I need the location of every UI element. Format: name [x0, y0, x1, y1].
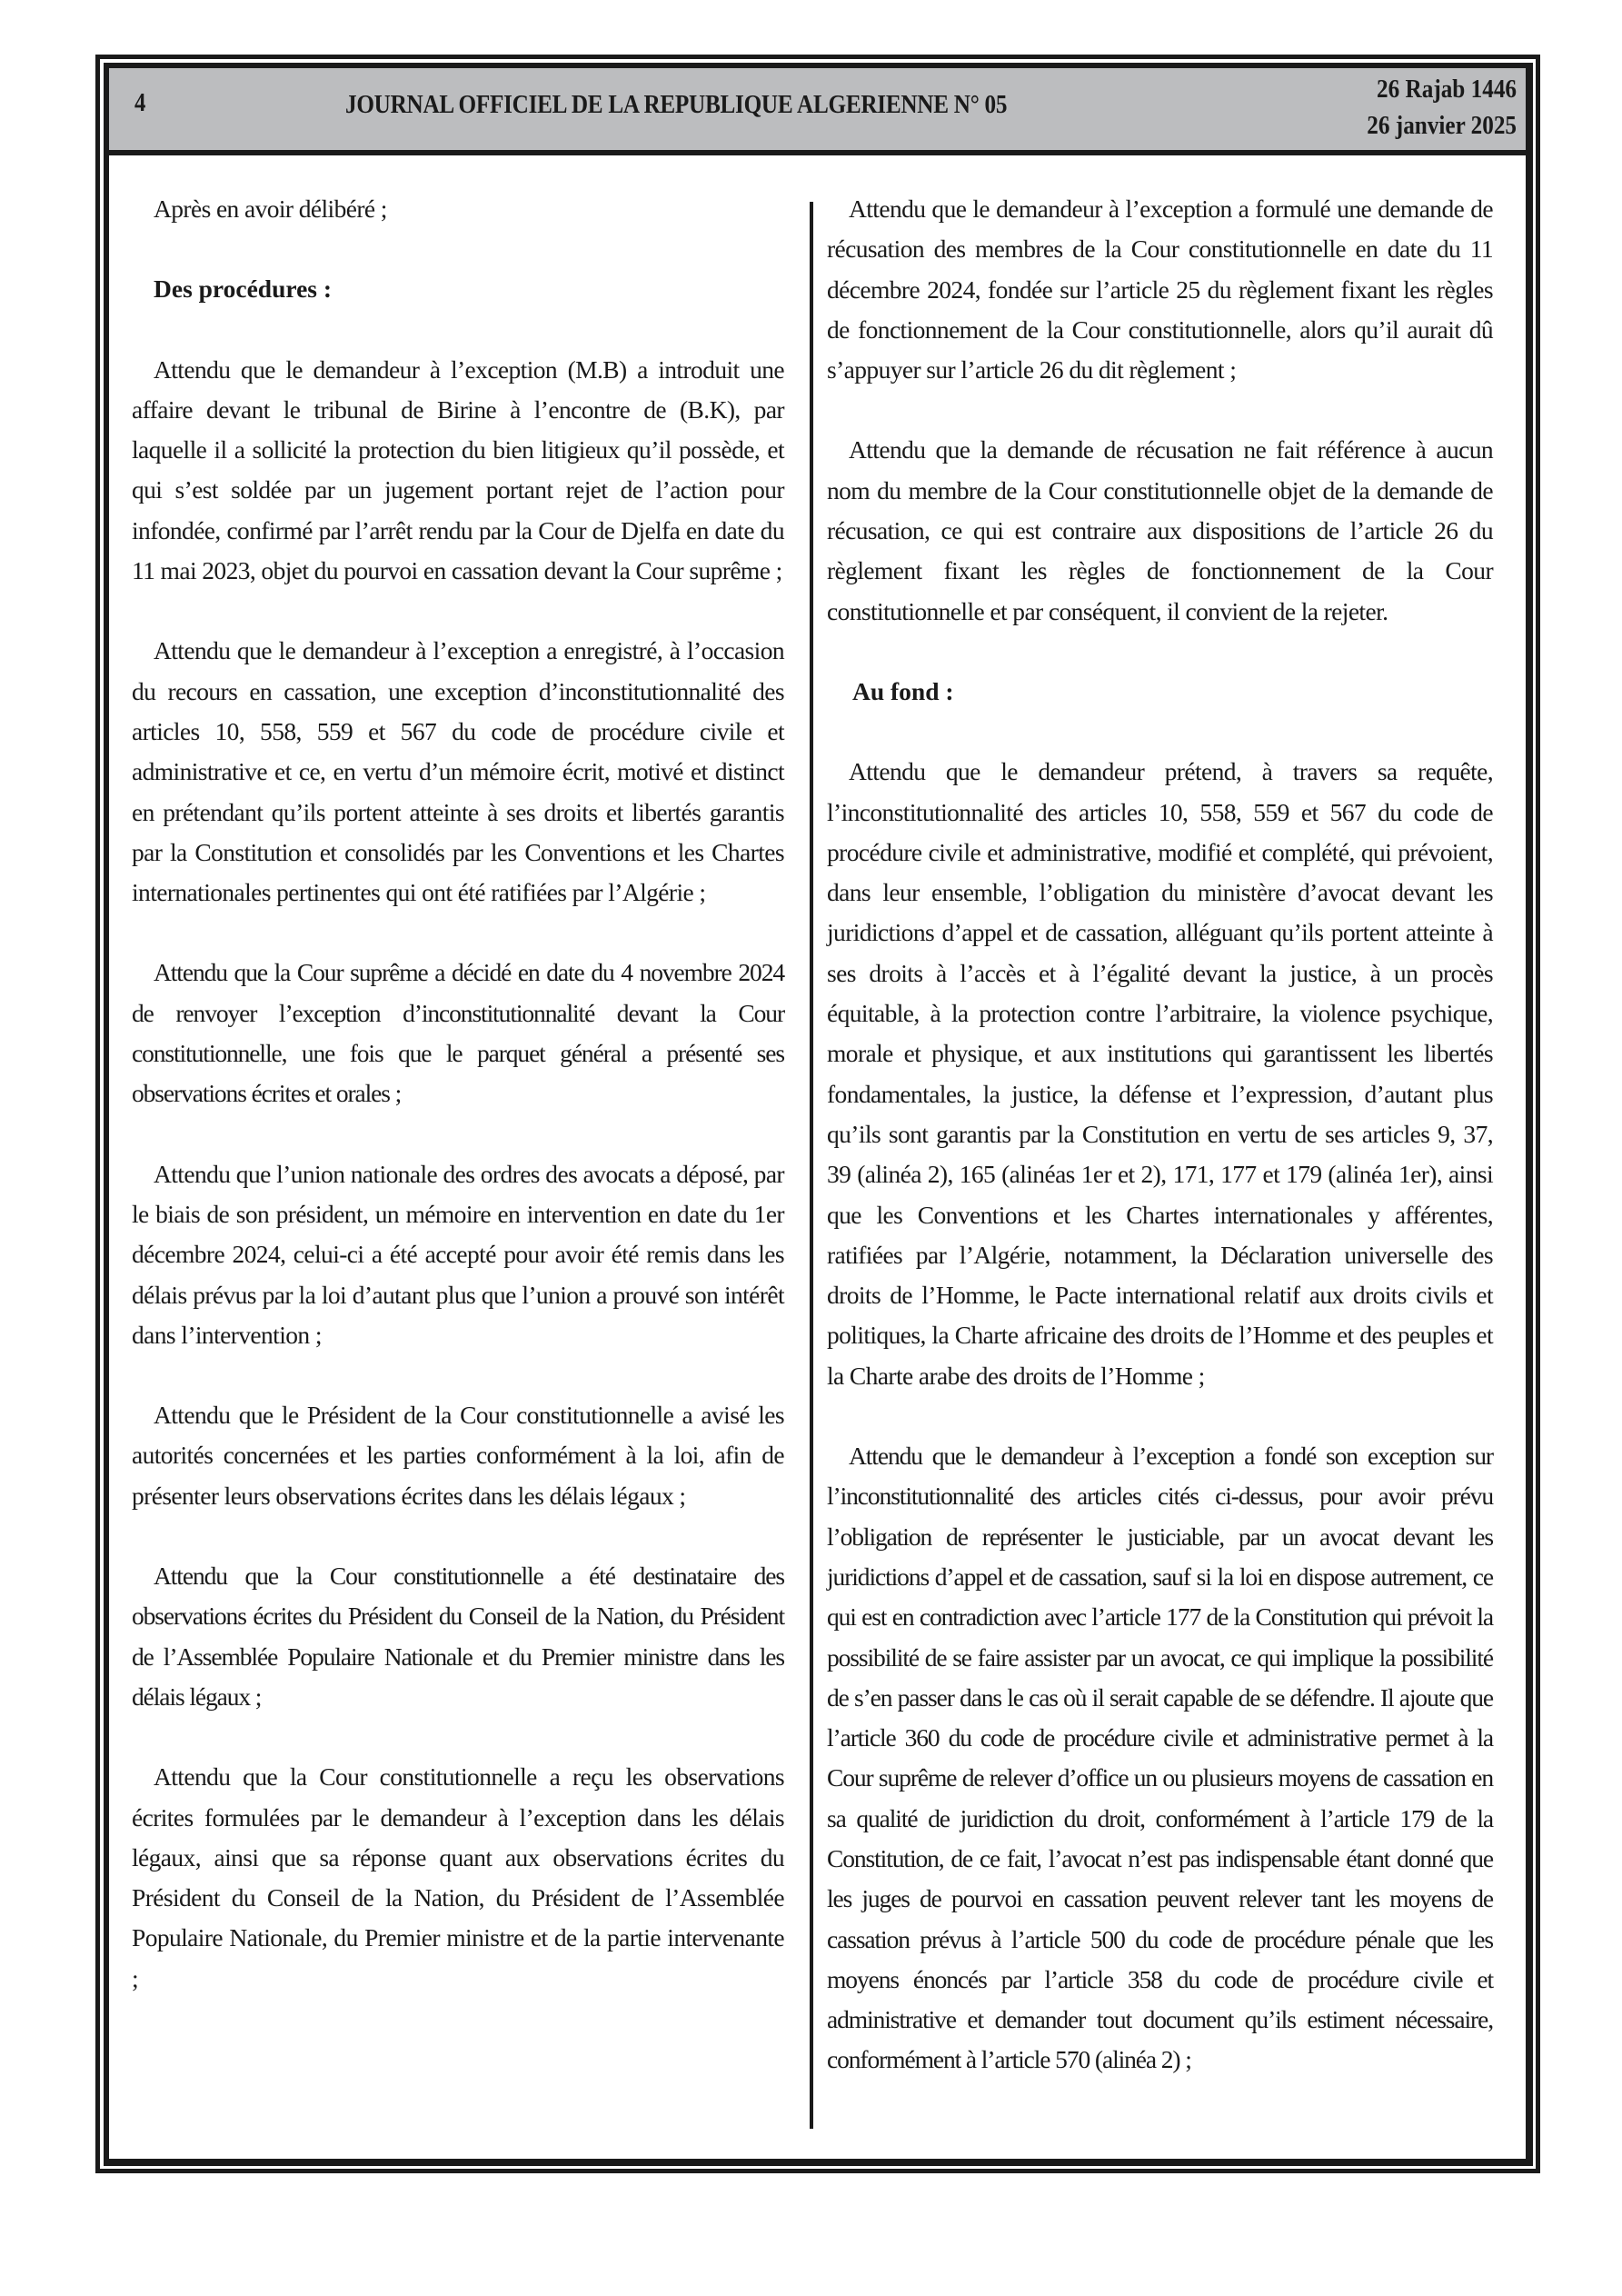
section-heading-au-fond: Au fond :	[852, 676, 954, 705]
paragraph: Attendu que la Cour constitutionnelle a été destinataire des observations écrites du Président du Conseil de la Nation, du Président de l’Assemblée Populaire Nationale et du Premier ministre dans les délais légaux ;	[132, 1562, 784, 1711]
journal-title: JOURNAL OFFICIEL DE LA REPUBLIQUE ALGERIENNE N° 05	[345, 91, 1008, 119]
paragraph: Attendu que le demandeur à l’exception a formulé une demande de récusation des membres de la Cour constitutionnelle en date du 11 décembre 2024, fondée sur l’article 25 du règlement fixant les règles de fonctionnement de la Cour constitutionnelle, alors qu’il aurait dû s’appuyer sur l’article 26 du dit règlement ;	[827, 195, 1493, 384]
journal-header	[109, 68, 1526, 155]
paragraph: Attendu que le Président de la Cour constitutionnelle a avisé les autorités concernées et les parties conformément à la loi, afin de présenter leurs observations écrites dans les délais légaux ;	[132, 1401, 784, 1510]
right-column	[827, 189, 1493, 2121]
page-number: 4	[134, 88, 146, 117]
paragraph: Attendu que le demandeur à l’exception a enregistré, à l’occasion du recours en cassation, une exception d’inconstitutionnalité des articles 10, 558, 559 et 567 du code de procédure civile et administrative et ce, en vertu d’un mémoire écrit, motivé et distinct en prétendant qu’ils portent atteinte à ses droits et libertés garantis par la Constitution et consolidés par les Conventions et les Chartes internationales pertinentes qui ont été ratifiées par l’Algérie ;	[132, 636, 784, 907]
paragraph: Attendu que la Cour constitutionnelle a reçu les observations écrites formulées par le demandeur à l’exception dans les délais légaux, ainsi que sa réponse quant aux observations écrites du Président du Conseil de la Nation, du Président de l’Assemblée Populaire Nationale, du Premier ministre et de la partie intervenante ;	[132, 1762, 784, 1992]
paragraph: Attendu que la demande de récusation ne fait référence à aucun nom du membre de la Cour constitutionnelle objet de la demande de récusation, ce qui est contraire aux dispositions de l’article 26 du règlement fixant les règles de fonctionnement de la Cour constitutionnelle et par conséquent, il convient de la rejeter.	[827, 435, 1493, 625]
left-column	[132, 189, 784, 2039]
paragraph: Attendu que le demandeur à l’exception (M.B) a introduit une affaire devant le tribunal de Birine à l’encontre de (B.K), par laquelle il a sollicité la protection du bien litigieux qu’il possède, et qui s’est soldée par un jugement portant rejet de l’action pour infondée, confirmé par l’arrêt rendu par la Cour de Djelfa en date du 11 mai 2023, objet du pourvoi en cassation devant la Cour suprême ;	[132, 354, 784, 585]
column-divider	[810, 202, 813, 2129]
date-hijri: 26 Rajab 1446	[1376, 75, 1517, 104]
issue-dates	[1350, 72, 1517, 145]
section-heading-procedures: Des procédures :	[154, 275, 333, 304]
paragraph: Attendu que le demandeur à l’exception a fondé son exception sur l’inconstitutionnalité des articles cités ci-dessus, pour avoir prévu l’obligation de représenter le justiciable, par un avocat devant les juridictions d’appel et de cassation, sauf si la loi en dispose autrement, ce qui est en contradiction avec l’article 177 de la Constitution qui prévoit la possibilité de se faire assister par un avocat, ce qui implique la possibilité de s’en passer dans le cas où il serait capable de se défendre. Il ajoute que l’article 360 du code de procédure civile et administrative permet à la Cour suprême de relever d’office un ou plusieurs moyens de cassation en sa qualité de juridiction du droit, conformément à l’article 179 de la Constitution, de ce fait, l’avocat n’est pas indispensable étant donné que les juges de pourvoi en cassation peuvent relever tant les moyens de cassation prévus à l’article 500 du code de procédure pénale que les moyens énoncés par l’article 358 du code de procédure civile et administrative et demander tout document qu’ils estiment nécessaire, conformément à l’article 570 (alinéa 2) ;	[827, 1442, 1493, 2074]
paragraph-deliberation: Après en avoir délibéré ;	[154, 195, 387, 223]
date-gregorian: 26 janvier 2025	[1367, 112, 1517, 140]
paragraph: Attendu que le demandeur prétend, à travers sa requête, l’inconstitutionnalité des articles 10, 558, 559 et 567 du code de procédure civile et administrative, modifié et complété, qui prévoient, dans leur ensemble, l’obligation du ministère d’avocat devant les juridictions d’appel et de cassation, alléguant qu’ils portent atteinte à ses droits à l’accès et à l’égalité devant la justice, à un procès équitable, à la protection contre l’arbitraire, la violence psychique, morale et physique, et aux institutions qui garantissent les libertés fondamentales, la justice, la défense et l’expression, d’autant plus qu’ils sont garantis par la Constitution en vertu de ses articles 9, 37, 39 (alinéa 2), 165 (alinéas 1er et 2), 171, 177 et 179 (alinéa 1er), ainsi que les Conventions et les Chartes internationales y afférentes, ratifiées par l’Algérie, notamment, la Déclaration universelle des droits de l’Homme, le Pacte international relatif aux droits civils et politiques, la Charte africaine des droits de l’Homme et des peuples et la Charte arabe des droits de l’Homme ;	[827, 757, 1493, 1390]
paragraph: Attendu que la Cour suprême a décidé en date du 4 novembre 2024 de renvoyer l’exception d’inconstitutionnalité devant la Cour constitutionnelle, une fois que le parquet général a présenté ses observations écrites et orales ;	[132, 958, 784, 1108]
paragraph: Attendu que l’union nationale des ordres des avocats a déposé, par le biais de son président, un mémoire en intervention en date du 1er décembre 2024, celui-ci a été accepté pour avoir été remis dans les délais prévus par la loi d’autant plus que l’union a prouvé son intérêt dans l’intervention ;	[132, 1159, 784, 1349]
